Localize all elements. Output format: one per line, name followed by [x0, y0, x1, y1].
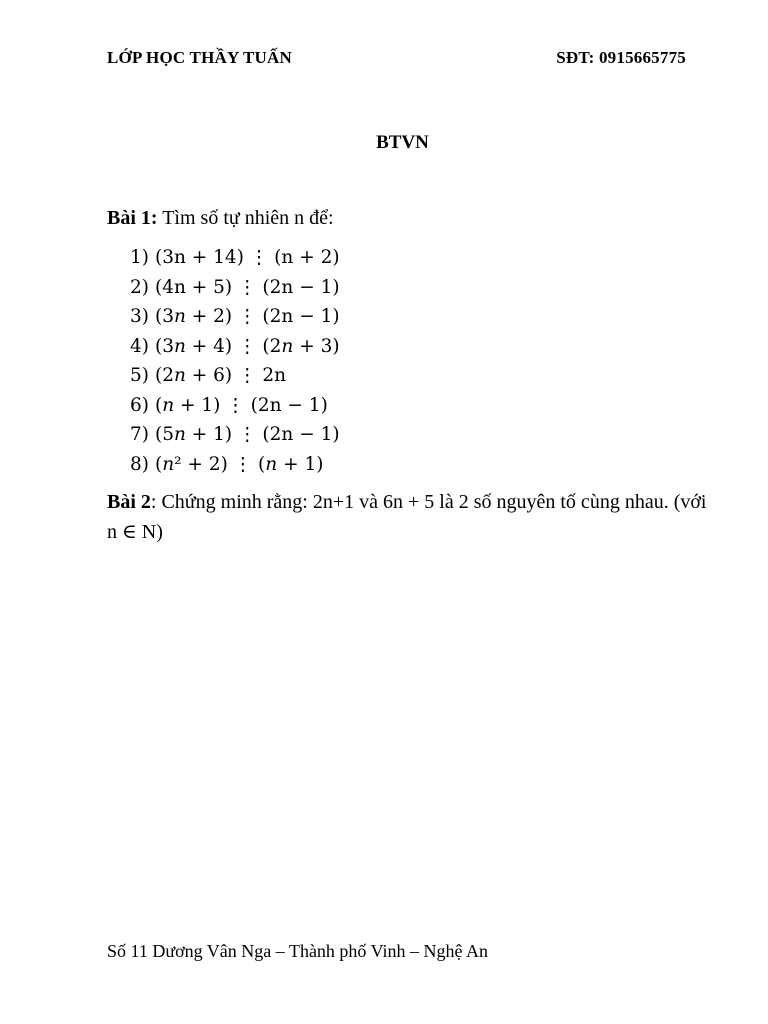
problem-item	[130, 391, 340, 421]
exercise-1-text: Tìm số tự nhiên n để:	[157, 207, 334, 229]
exercise-1-heading	[107, 203, 334, 233]
problem-expression: (2𝑛 + 6) ⋮ 2n	[155, 365, 287, 386]
problem-expression: (5𝑛 + 1) ⋮ (2n − 1)	[155, 424, 340, 445]
problem-number: 1)	[130, 247, 149, 268]
exercise-1-label: Bài 1:	[107, 207, 158, 229]
problem-item	[130, 450, 340, 480]
exercise-2-paragraph	[107, 487, 707, 547]
page-title: BTVN	[376, 132, 429, 153]
problem-expression: (4n + 5) ⋮ (2n − 1)	[155, 276, 340, 298]
problem-number: 8)	[130, 453, 149, 475]
problem-expression: (𝑛² + 2) ⋮ (𝑛 + 1)	[155, 453, 324, 475]
problem-item	[130, 361, 340, 391]
exercise-2-label: Bài 2	[107, 491, 151, 513]
problem-expression: (𝑛 + 1) ⋮ (2n − 1)	[155, 394, 328, 416]
problem-expression: (3𝑛 + 2) ⋮ (2n − 1)	[155, 306, 340, 327]
problem-item	[130, 243, 340, 273]
problem-number: 5)	[130, 365, 149, 386]
header-class-name: LỚP HỌC THẦY TUẤN	[107, 48, 292, 67]
problem-number: 4)	[130, 335, 149, 357]
problem-expression: (3n + 14) ⋮ (n + 2)	[155, 247, 340, 268]
problem-number: 3)	[130, 306, 149, 327]
exercise-1-problem-list	[130, 243, 340, 479]
problem-expression: (3𝑛 + 4) ⋮ (2𝑛 + 3)	[155, 335, 340, 357]
exercise-2-text: : Chứng minh rằng: 2n+1 và 6n + 5 là 2 số nguyên tố cùng nhau. (với n ∈ N)	[107, 491, 707, 543]
problem-item	[130, 302, 340, 332]
footer-address: Số 11 Dương Vân Nga – Thành phố Vinh – Nghệ An	[107, 941, 489, 961]
problem-number: 7)	[130, 424, 149, 445]
header-phone: SĐT: 0915665775	[556, 48, 686, 67]
problem-number: 6)	[130, 394, 149, 416]
problem-number: 2)	[130, 276, 149, 298]
problem-item	[130, 273, 340, 303]
problem-item	[130, 420, 340, 450]
problem-item	[130, 332, 340, 362]
